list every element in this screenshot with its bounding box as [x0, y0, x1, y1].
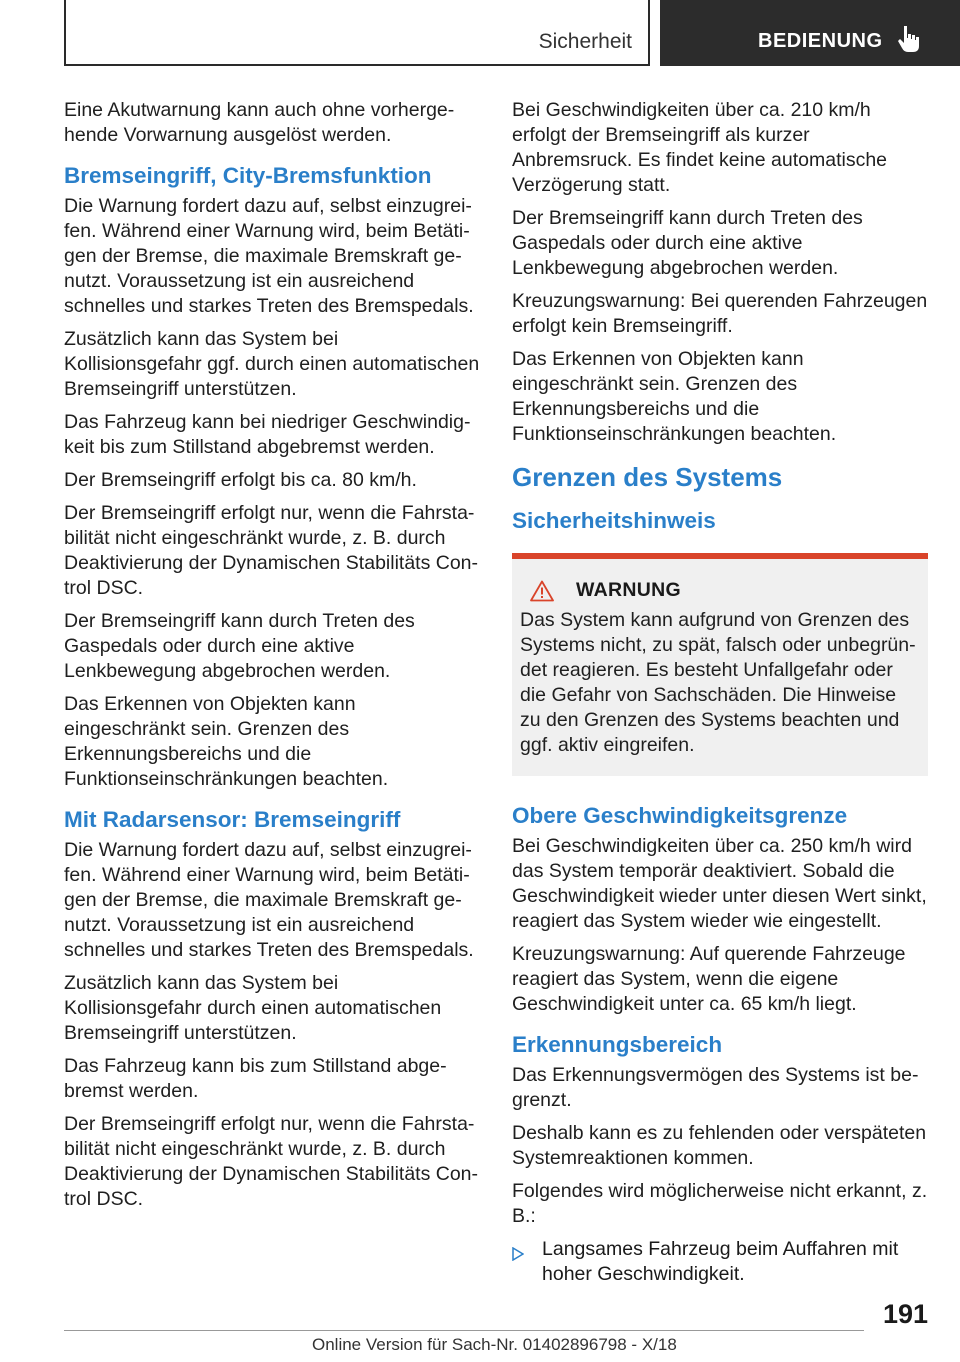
paragraph: Der Bremseingriff erfolgt nur, wenn die Fahrstabilität nicht eingeschränkt wurde, z. B. durch Deaktivierung der Dynamischen Stabilitäts Control DSC.	[64, 1113, 479, 1210]
paragraph: Der Bremseingriff erfolgt nur, wenn die Fahrstabilität nicht eingeschränkt wurde, z. B. durch Deaktivierung der Dynamischen Stabilitäts Control DSC.	[64, 502, 479, 599]
paragraph: Deshalb kann es zu fehlenden oder verspäteten Systemreaktionen kommen.	[512, 1122, 927, 1169]
list-item-text: Langsames Fahrzeug beim Auffahren mit hoher Geschwindigkeit.	[542, 1238, 899, 1285]
right-column	[512, 98, 928, 1287]
hand-pointer-icon	[896, 24, 922, 54]
paragraph: Die Warnung fordert dazu auf, selbst einzugreifen. Während einer Warnung wird, beim Betätigen der Bremse, die maximale Bremskraft genutzt. Voraussetzung ist ein ausreichend schnelles und starkes Treten des Bremspedals.	[64, 195, 474, 317]
heading-sicherheitshinweis: Sicherheitshinweis	[512, 508, 716, 533]
heading-city-bremsfunktion: Bremseingriff, City-Bremsfunktion	[64, 163, 432, 188]
heading-erkennungsbereich: Erkennungsbereich	[512, 1032, 723, 1057]
footer-divider	[64, 1330, 864, 1331]
paragraph: Der Bremseingriff kann durch Treten des Gaspedals oder durch eine aktive Lenkbewegung abgebrochen werden.	[64, 610, 415, 682]
warning-text: Das System kann aufgrund von Grenzen des Systems nicht, zu spät, falsch oder unbegründet reagieren. Es besteht Unfallgefahr oder die Gefahr von Sachschäden. Die Hinweise zu den Grenzen des Systems beachten und ggf. aktiv eingreifen.	[520, 609, 916, 756]
paragraph: Zusätzlich kann das System bei Kollisionsgefahr durch einen automatischen Bremseingriff unterstützen.	[64, 972, 442, 1044]
header-chapter-box	[660, 0, 960, 66]
paragraph: Kreuzungswarnung: Auf querende Fahrzeuge reagiert das System, wenn die eigene Geschwindigkeit unter ca. 65 km/h liegt.	[512, 943, 906, 1015]
warning-title: WARNUNG	[576, 579, 682, 601]
warning-header	[520, 579, 920, 602]
page-header	[0, 0, 960, 66]
paragraph: Bei Geschwindigkeiten über ca. 250 km/h wird das System temporär deaktiviert. Sobald die Geschwindigkeit wieder unter diesen Wert sinkt, reagiert das System wieder wie eingestellt.	[512, 835, 927, 932]
paragraph: Kreuzungswarnung: Bei querenden Fahrzeugen erfolgt kein Bremseingriff.	[512, 290, 928, 337]
header-section-title: Sicherheit	[538, 30, 632, 53]
left-column	[64, 98, 480, 1220]
list-item	[512, 1237, 928, 1287]
paragraph: Der Bremseingriff erfolgt bis ca. 80 km/h.	[64, 469, 417, 491]
header-section-box	[64, 0, 650, 66]
footer-text: Online Version für Sach-Nr. 01402896798 - X/18	[312, 1335, 677, 1354]
paragraph: Der Bremseingriff kann durch Treten des Gaspedals oder durch eine aktive Lenkbewegung abgebrochen werden.	[512, 207, 863, 279]
warning-triangle-icon	[530, 580, 554, 602]
paragraph: Das Erkennen von Objekten kann eingeschränkt sein. Grenzen des Erkennungsbereichs und die Funktionseinschränkungen beachten.	[512, 348, 837, 445]
heading-obere-geschwindigkeitsgrenze: Obere Geschwindigkeitsgrenze	[512, 803, 848, 828]
warning-box	[512, 553, 928, 776]
paragraph: Das Fahrzeug kann bei niedriger Geschwindigkeit bis zum Stillstand abgebremst werden.	[64, 411, 471, 458]
heading-radarsensor: Mit Radarsensor: Bremseingriff	[64, 807, 401, 832]
paragraph: Das Erkennen von Objekten kann eingeschränkt sein. Grenzen des Erkennungsbereichs und die Funktionseinschränkungen beachten.	[64, 693, 389, 790]
paragraph: Das Erkennungsvermögen des Systems ist begrenzt.	[512, 1064, 919, 1111]
paragraph: Das Fahrzeug kann bis zum Stillstand abgebremst werden.	[64, 1055, 447, 1102]
header-chapter-title: BEDIENUNG	[758, 30, 883, 52]
paragraph: Zusätzlich kann das System bei Kollisionsgefahr ggf. durch einen automatischen Bremseingriff unterstützen.	[64, 328, 480, 400]
paragraph: Folgendes wird möglicherweise nicht erkannt, z. B.:	[512, 1180, 928, 1227]
heading-grenzen-des-systems: Grenzen des Systems	[512, 462, 783, 492]
paragraph: Bei Geschwindigkeiten über ca. 210 km/h erfolgt der Bremseingriff als kurzer Anbremsruck. Es findet keine automatische Verzögerung statt.	[512, 99, 888, 196]
paragraph: Eine Akutwarnung kann auch ohne vorhergehende Vorwarnung ausgelöst werden.	[64, 99, 455, 146]
paragraph: Die Warnung fordert dazu auf, selbst einzugreifen. Während einer Warnung wird, beim Betätigen der Bremse, die maximale Bremskraft genutzt. Voraussetzung ist ein ausreichend schnelles und starkes Treten des Bremspedals.	[64, 839, 474, 961]
triangle-bullet-icon	[512, 1237, 542, 1287]
page-number: 191	[882, 1299, 928, 1329]
